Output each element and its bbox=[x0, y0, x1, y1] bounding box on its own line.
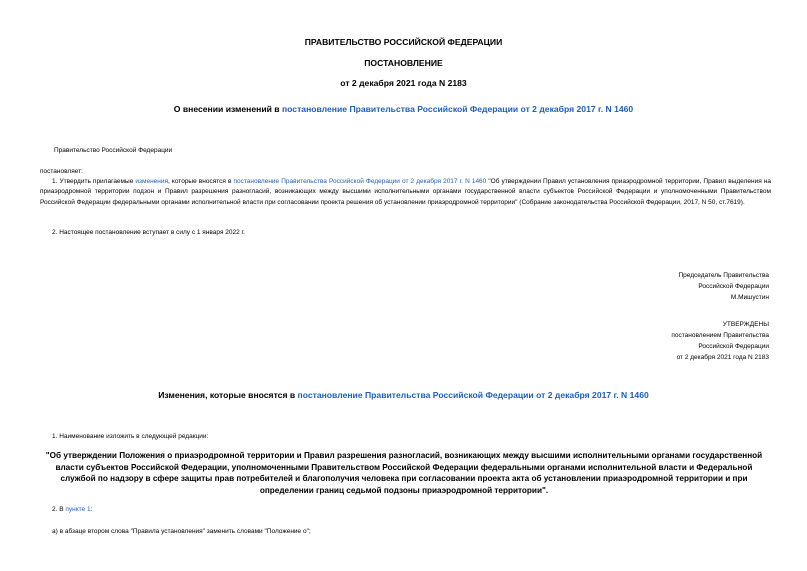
point-1-link[interactable]: пункте 1 bbox=[65, 506, 91, 513]
item-1-mid: , которые вносятся в bbox=[168, 178, 234, 185]
approval-approved: УТВЕРЖДЕНЫ bbox=[722, 321, 769, 328]
signature-position-line2: Российской Федерации bbox=[698, 283, 769, 290]
changes-title bbox=[0, 390, 807, 401]
item-1-paragraph bbox=[40, 177, 771, 208]
changes-item-2-suffix: : bbox=[90, 506, 93, 513]
approval-date-number: от 2 декабря 2021 года N 2183 bbox=[676, 354, 769, 361]
changes-item-2a: а) в абзаце втором слова "Правила установления" заменить словами "Положение о"; bbox=[52, 528, 311, 535]
document-title-link[interactable]: постановление Правительства Российской Федерации от 2 декабря 2017 г. N 1460 bbox=[281, 104, 634, 114]
item-1-prefix: 1. Утвердить прилагаемые bbox=[52, 178, 136, 185]
government-heading: ПРАВИТЕЛЬСТВО РОССИЙСКОЙ ФЕДЕРАЦИИ bbox=[304, 37, 503, 47]
signature-position-line1: Председатель Правительства bbox=[678, 272, 769, 279]
document-date-number: от 2 декабря 2021 года N 2183 bbox=[340, 78, 467, 88]
changes-item-1: 1. Наименование изложить в следующей редакции: bbox=[52, 433, 209, 440]
document-type-heading: ПОСТАНОВЛЕНИЕ bbox=[364, 58, 443, 68]
document-title-prefix: О внесении изменений в bbox=[173, 104, 282, 114]
changes-link[interactable]: изменения bbox=[135, 178, 169, 185]
approval-rf: Российской Федерации bbox=[698, 343, 769, 350]
signature-name: М.Мишустин bbox=[730, 294, 769, 301]
changes-title-link[interactable]: постановление Правительства Российской Федерации от 2 декабря 2017 г. N 1460 bbox=[297, 390, 649, 400]
changes-item-2-prefix: 2. В bbox=[52, 506, 66, 513]
decrees-text: постановляет: bbox=[40, 168, 83, 175]
changes-item-2 bbox=[52, 505, 92, 515]
item-2-paragraph: 2. Настоящее постановление вступает в силу с 1 января 2022 г. bbox=[52, 229, 245, 236]
approval-by: постановлением Правительства bbox=[671, 332, 769, 339]
decree-1460-link[interactable]: постановление Правительства Российской Федерации от 2 декабря 2017 г. N 1460 bbox=[233, 178, 487, 185]
new-title-quote: "Об утверждении Положения о приаэродромной территории и Правил разрешения разногласий, возникающих между высшими исполнительными органами государственной власти субъектов Российской Федерации, уполномоченными Правительством Российской Федерации федеральными органами исполнительной власти и Федеральной службой по надзору в сфере защиты прав потребителей и благополучия человека при согласовании проекта акта об установлении приаэродромной территории и при определении границ седьмой подзоны приаэродромной территории". bbox=[45, 451, 763, 495]
changes-title-prefix: Изменения, которые вносятся в bbox=[158, 390, 298, 400]
document-title bbox=[0, 104, 807, 115]
item-1-rest: "Об утверждении Правил установления приаэродромной территории, Правил выделения на приаэродромной территории подзон и Правил разрешения разногласий, возникающих между высшими исполнительными органами государственной власти субъектов Российской Федерации и уполномоченными Правительством Российской Федерации федеральными органами исполнительной власти при согласовании проекта решения об установлении приаэродромной территории" (Собрание законодательства Российской Федерации, 2017, N 50, ст.7619). bbox=[40, 178, 771, 206]
issuer-text: Правительство Российской Федерации bbox=[54, 147, 173, 154]
